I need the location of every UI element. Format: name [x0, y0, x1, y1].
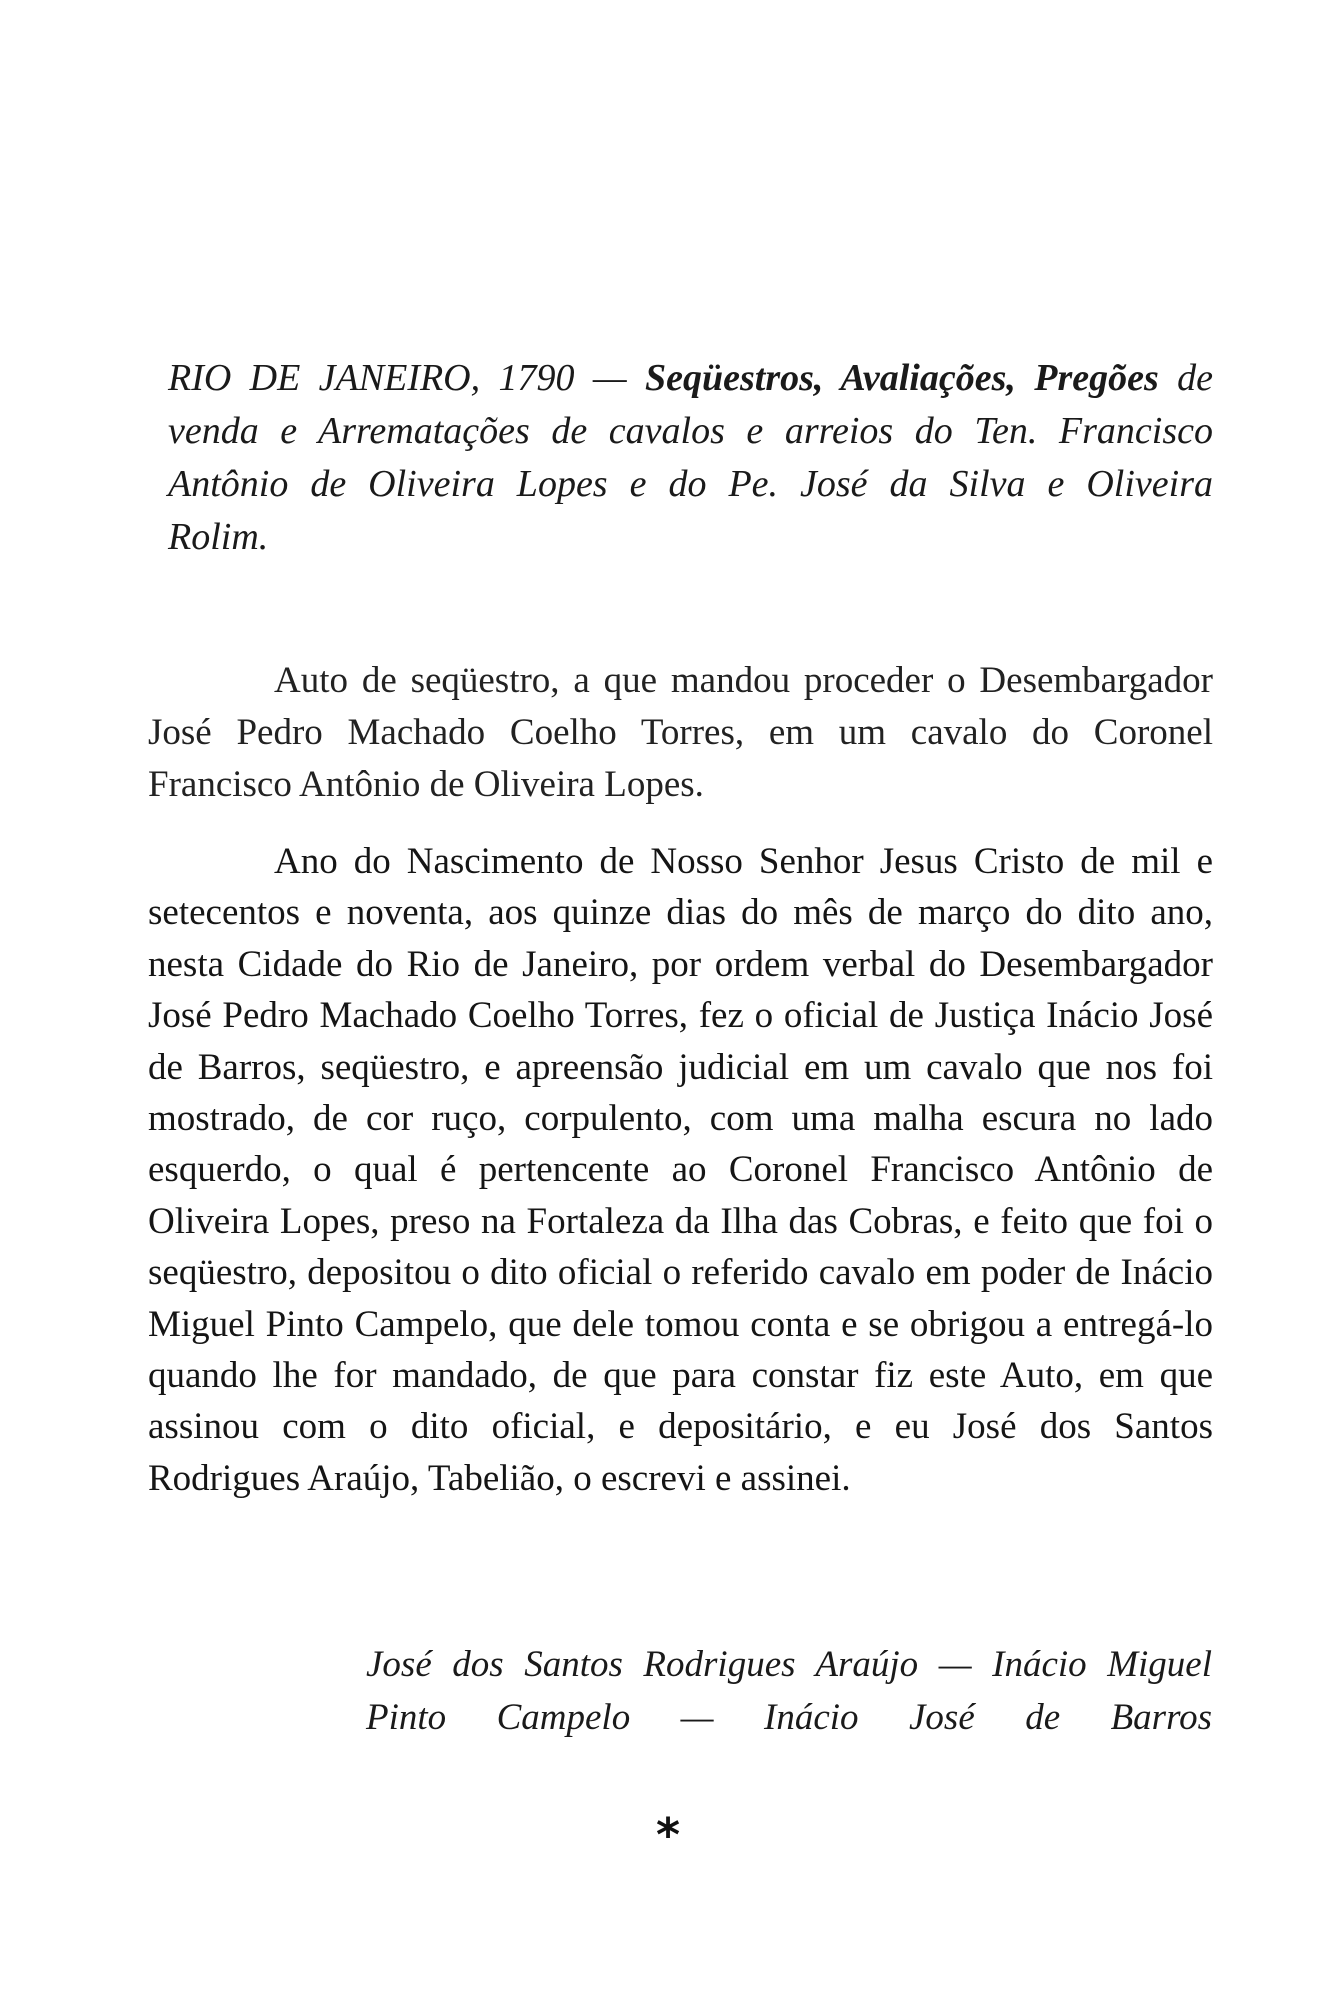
heading-place-date: RIO DE JANEIRO, 1790 — [168, 357, 627, 399]
document-body: Ano do Nascimento de Nosso Senhor Jesus Cristo de mil e setecentos e noventa, aos quinze dias do mês de março do dito ano, nesta Cidade do Rio de Janeiro, por ordem verbal do Desembargador José Pedro Machado Coelho Torres, fez o oficial de Justiça Inácio José de Barros, seqüestro, e apreensão judicial em um cavalo que nos foi mostrado, de cor ruço, corpulento, com uma malha escura no lado esquerdo, o qual é pertencente ao Coronel Francisco Antônio de Oliveira Lopes, preso na Fortaleza da Ilha das Cobras, e feito que foi o seqüestro, depositou o dito oficial o referido cavalo em poder de Inácio Miguel Pinto Campelo, que dele tomou conta e se obrigou a entregá-lo quando lhe for mandado, de que para constar fiz este Auto, em que assinou com o dito oficial, e depositário, e eu José dos Santos Rodrigues Araújo, Tabelião, o escrevi e assinei. [148, 841, 1213, 1499]
document-summary: Auto de seqüestro, a que mandou proceder o Desembargador José Pedro Machado Coelho Torres, em um cavalo do Coronel Francisco Antônio de Oliveira Lopes. [148, 660, 1213, 805]
heading-title: Seqüestros, Avaliações, Pregões [644, 357, 1159, 399]
document-signatures: José dos Santos Rodrigues Araújo — Inácio Miguel Pinto Campelo — Inácio José de Barros [366, 1644, 1212, 1738]
document-heading [168, 352, 1213, 564]
asterisk-ornament-icon: * [655, 1808, 681, 1862]
heading-subtitle: de venda e Arrematações de cavalos e arreios do Ten. Francisco Antônio de Oliveira Lopes e do Pe. José da Silva e Oliveira Rolim. [168, 357, 1213, 558]
